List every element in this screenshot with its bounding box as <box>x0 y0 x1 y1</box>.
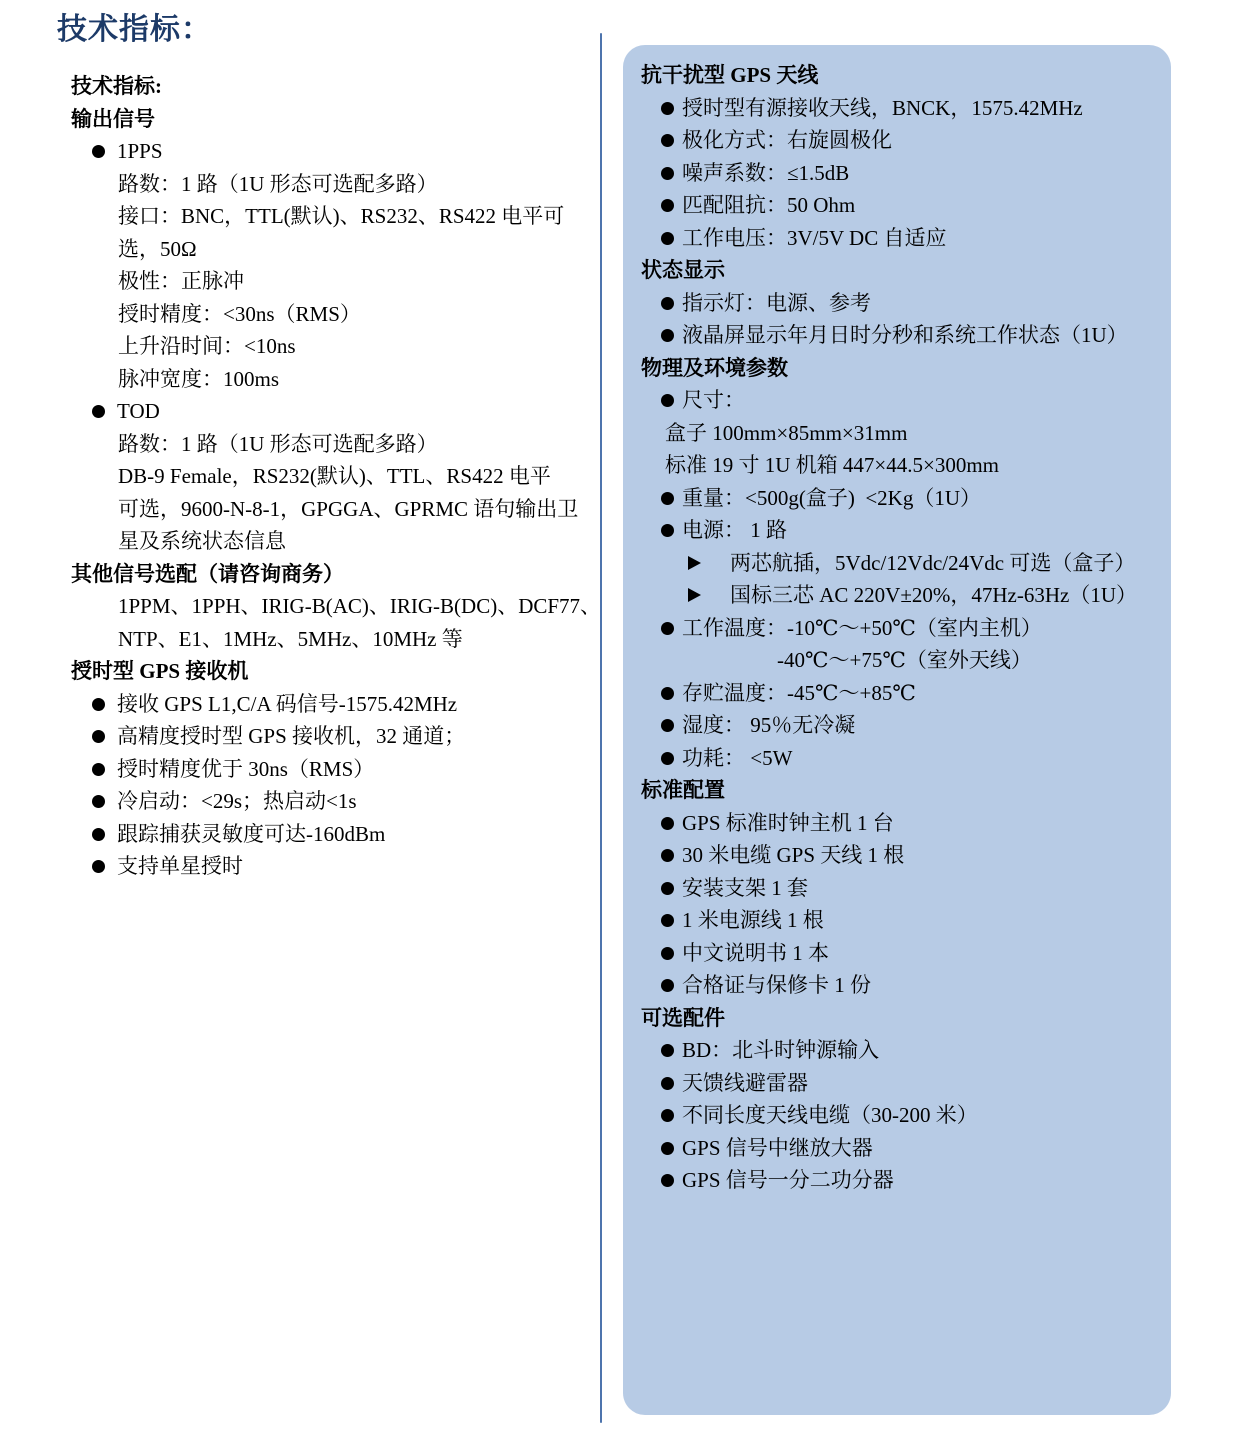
spec-item-label: 天馈线避雷器 <box>682 1070 808 1095</box>
spec-item <box>71 688 599 721</box>
page-title: 技术指标： <box>57 13 212 46</box>
spec-item-label: 指示灯：电源、参考 <box>682 290 871 315</box>
spec-item-label: GPS 信号中继放大器 <box>682 1135 873 1160</box>
bullet-icon <box>661 719 674 732</box>
bullet-icon <box>661 1044 674 1057</box>
power-option-item <box>641 547 1153 580</box>
bullet-icon <box>661 882 674 895</box>
spec-item <box>641 1067 1153 1100</box>
bullet-icon <box>92 860 105 873</box>
spec-item <box>641 92 1153 125</box>
bullet-icon <box>661 914 674 927</box>
spec-item-label: 高精度授时型 GPS 接收机，32 通道； <box>117 724 466 748</box>
spec-item-label: BD：北斗时钟源输入 <box>682 1038 880 1062</box>
spec-item-label: 授时精度优于 30ns（RMS） <box>117 756 375 781</box>
spec-item <box>641 872 1153 905</box>
right-panel <box>623 45 1171 1415</box>
bullet-icon <box>661 947 674 960</box>
bullet-icon <box>661 524 674 537</box>
spec-item-label: GPS 标准时钟主机 1 台 <box>682 810 894 835</box>
spec-item <box>641 969 1153 1002</box>
bullet-icon <box>661 817 674 830</box>
bullet-icon <box>92 795 105 808</box>
spec-item-label: 授时型有源接收天线，BNCK，1575.42MHz <box>682 95 1083 120</box>
bullet-icon <box>661 297 674 310</box>
bullet-icon <box>661 492 674 505</box>
section-heading: 输出信号 <box>71 106 155 131</box>
spec-item <box>641 904 1153 937</box>
section-heading: 授时型 GPS 接收机 <box>71 659 249 683</box>
bullet-icon <box>661 329 674 342</box>
spec-item <box>641 1164 1153 1197</box>
spec-item-label: 接收 GPS L1,C/A 码信号-1575.42MHz <box>117 691 458 716</box>
spec-item <box>641 514 1153 547</box>
spec-item <box>641 1132 1153 1165</box>
bullet-icon <box>92 730 105 743</box>
spec-item-label: 安装支架 1 套 <box>682 875 808 900</box>
spec-detail-line: 脉冲宽度：100ms <box>118 366 280 391</box>
spec-item-label: 电源： 1 路 <box>682 518 787 542</box>
spec-item <box>71 818 599 851</box>
section-heading: 状态显示 <box>641 258 725 282</box>
spec-item <box>641 189 1153 222</box>
spec-item-label: 尺寸： <box>682 388 745 412</box>
spec-item <box>641 124 1153 157</box>
spec-detail-line: 星及系统状态信息 <box>118 529 286 553</box>
power-option-label: 国标三芯 AC 220V±20%，47Hz-63Hz（1U） <box>730 583 1137 607</box>
spec-item <box>71 785 599 818</box>
spec-detail-line: 上升沿时间：<10ns <box>118 334 296 358</box>
spec-item <box>641 222 1153 255</box>
spec-item <box>641 839 1153 872</box>
spec-item-label: 存贮温度：-45℃～+85℃ <box>682 680 916 705</box>
arrow-bullet-icon <box>688 556 701 570</box>
spec-item-label: 湿度： 95％无冷凝 <box>682 713 856 737</box>
spec-item-label: 冷启动：<29s；热启动<1s <box>117 789 357 813</box>
spec-detail-line: 可选，9600-N-8-1，GPGGA、GPRMC 语句输出卫 <box>118 496 579 521</box>
spec-detail-line: 1PPM、1PPH、IRIG-B(AC)、IRIG-B(DC)、DCF77、 <box>118 594 602 618</box>
bullet-icon <box>661 849 674 862</box>
spec-item <box>641 709 1153 742</box>
spec-item <box>71 395 599 428</box>
section-heading: 技术指标: <box>71 74 162 98</box>
section-heading: 物理及环境参数 <box>641 355 788 380</box>
bullet-icon <box>661 232 674 245</box>
spec-item-label: 30 米电缆 GPS 天线 1 根 <box>682 843 905 867</box>
spec-detail-line: 授时精度：<30ns（RMS） <box>118 301 361 326</box>
spec-item <box>641 612 1153 645</box>
spec-item-label: 支持单星授时 <box>117 854 243 878</box>
spec-item-label: 工作电压：3V/5V DC 自适应 <box>682 225 947 250</box>
spec-item-label: 工作温度：-10℃～+50℃（室内主机） <box>682 615 1042 640</box>
bullet-icon <box>92 405 105 418</box>
spec-item-label: 1 米电源线 1 根 <box>682 908 824 932</box>
spec-item-label: 噪声系数：≤1.5dB <box>682 160 850 185</box>
bullet-icon <box>661 979 674 992</box>
spec-detail-line: 盒子 100mm×85mm×31mm <box>665 420 908 445</box>
power-option-label: 两芯航插，5Vdc/12Vdc/24Vdc 可选（盒子） <box>730 550 1136 575</box>
spec-item <box>71 135 599 168</box>
spec-item-label: 极化方式：右旋圆极化 <box>682 128 892 152</box>
spec-item <box>641 157 1153 190</box>
spec-item <box>641 937 1153 970</box>
spec-detail-line: 接口：BNC，TTL(默认)、RS232、RS422 电平可 <box>118 204 565 228</box>
spec-item-label: 匹配阻抗：50 Ohm <box>682 193 856 217</box>
spec-detail-line: 标准 19 寸 1U 机箱 447×44.5×300mm <box>665 453 1000 477</box>
spec-detail-line: 选，50Ω <box>118 236 197 261</box>
spec-item-label: 中文说明书 1 本 <box>682 940 829 965</box>
spec-detail-line: 极性：正脉冲 <box>118 269 244 293</box>
spec-item <box>641 677 1153 710</box>
spec-item-label: 合格证与保修卡 1 份 <box>682 973 871 997</box>
spec-item-label: 功耗： <5W <box>682 745 793 770</box>
spec-item <box>641 742 1153 775</box>
bullet-icon <box>661 394 674 407</box>
bullet-icon <box>92 698 105 711</box>
arrow-bullet-icon <box>688 588 701 602</box>
spec-item <box>641 807 1153 840</box>
bullet-icon <box>661 687 674 700</box>
spec-item <box>641 287 1153 320</box>
spec-item-label: 不同长度天线电缆（30-200 米） <box>682 1103 978 1127</box>
spec-item-label: 重量：<500g(盒子) <2Kg（1U） <box>682 485 982 510</box>
section-heading: 其他信号选配（请咨询商务） <box>71 561 344 586</box>
spec-detail-line: DB-9 Female，RS232(默认)、TTL、RS422 电平 <box>118 464 551 488</box>
spec-item <box>71 753 599 786</box>
section-heading: 可选配件 <box>641 1005 725 1030</box>
bullet-icon <box>661 1174 674 1187</box>
spec-detail-line: 路数：1 路（1U 形态可选配多路） <box>118 171 438 196</box>
spec-item-label: 1PPS <box>117 139 163 163</box>
spec-detail-line: NTP、E1、1MHz、5MHz、10MHz 等 <box>118 626 463 651</box>
spec-item-label: 跟踪捕获灵敏度可达-160dBm <box>117 821 386 846</box>
bullet-icon <box>661 1077 674 1090</box>
section-heading: 标准配置 <box>641 778 725 802</box>
section-heading: 抗干扰型 GPS 天线 <box>641 63 819 87</box>
bullet-icon <box>661 752 674 765</box>
spec-item <box>641 1034 1153 1067</box>
spec-item <box>641 384 1153 417</box>
bullet-icon <box>92 828 105 841</box>
bullet-icon <box>661 199 674 212</box>
bullet-icon <box>661 622 674 635</box>
left-column <box>71 70 602 883</box>
bullet-icon <box>661 102 674 115</box>
spec-item <box>641 482 1153 515</box>
spec-item <box>641 319 1153 352</box>
bullet-icon <box>92 763 105 776</box>
spec-item <box>641 1099 1153 1132</box>
spec-detail-line: 路数：1 路（1U 形态可选配多路） <box>118 431 438 456</box>
bullet-icon <box>661 1142 674 1155</box>
power-option-item <box>641 579 1153 612</box>
spec-item-label: 液晶屏显示年月日时分秒和系统工作状态（1U） <box>682 323 1128 347</box>
spec-item <box>71 720 599 753</box>
column-divider-line <box>600 33 602 1423</box>
bullet-icon <box>661 167 674 180</box>
spec-item-label: TOD <box>117 399 160 423</box>
bullet-icon <box>92 145 105 158</box>
spec-item <box>71 850 599 883</box>
spec-item-label: GPS 信号一分二功分器 <box>682 1168 894 1192</box>
spec-detail-line: -40℃～+75℃（室外天线） <box>777 648 1032 672</box>
bullet-icon <box>661 134 674 147</box>
bullet-icon <box>661 1109 674 1122</box>
